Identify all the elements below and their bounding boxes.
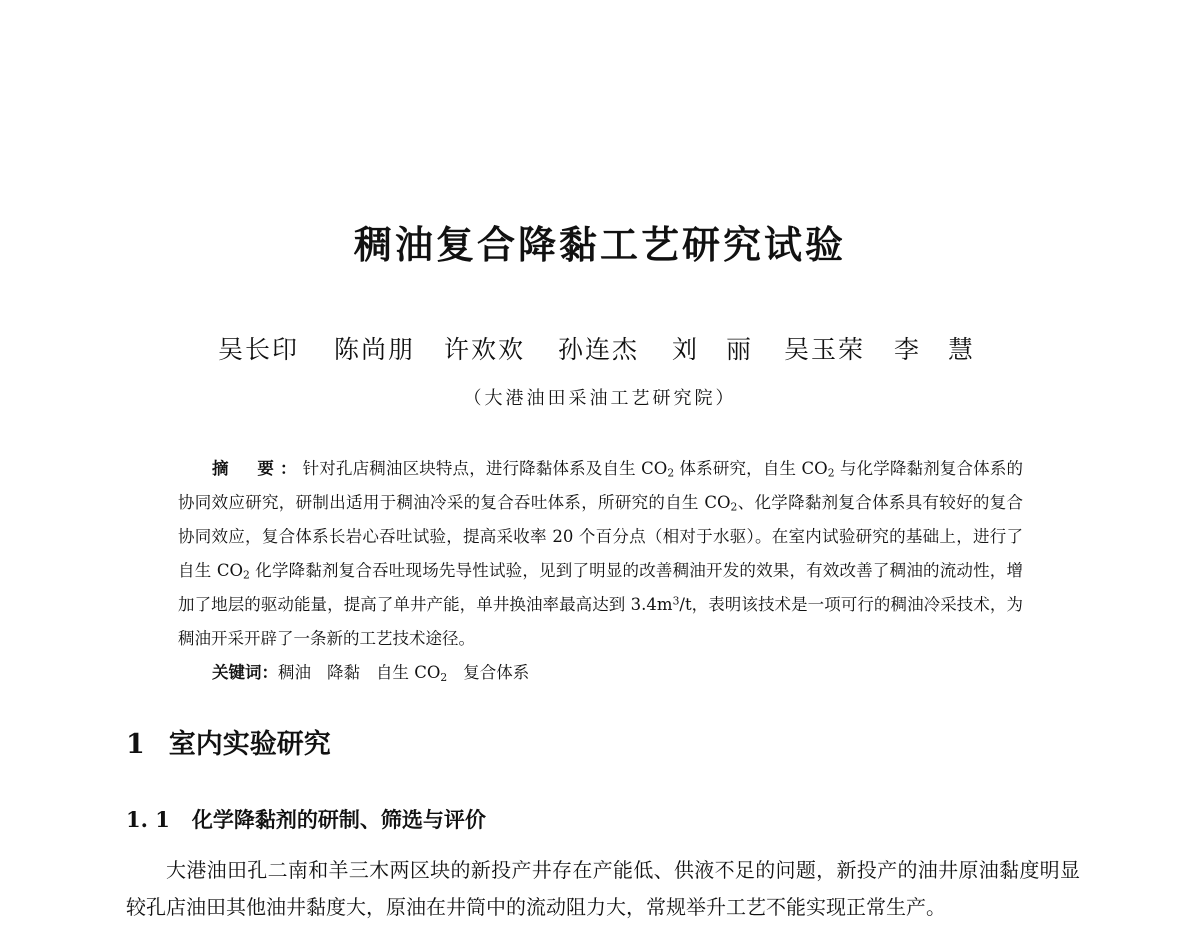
author-6: 吴玉荣 (784, 335, 866, 364)
abstract-sub-3: 2 (730, 500, 738, 514)
abstract-sub-2: 2 (827, 466, 835, 480)
abstract-text-4: 、化学降黏剂复合体系具有较好的复合协同效应，复合体系长岩心吞吐试验，提高采收率 20 个百分点（相对于水驱）。在室内试验研究的基础上，进行了自生 CO (178, 493, 1023, 580)
abstract-text-1: 针对孔店稠油区块特点，进行降黏体系及自生 CO (302, 459, 668, 478)
abstract-text-6: /t，表明该技术是一项可行的稠油冷采技术，为稠油开采开辟了一条新的工艺技术途径。 (178, 595, 1023, 648)
abstract-sub-1: 2 (667, 466, 675, 480)
abstract-label: 摘 要： (212, 459, 303, 478)
abstract-paragraph (178, 452, 1023, 656)
affiliation: （大港油田采油工艺研究院） (463, 388, 737, 409)
author-3: 许欢欢 (444, 335, 526, 364)
abstract-sub-4: 2 (242, 568, 250, 582)
abstract-block (178, 452, 1023, 690)
abstract-text-5: 化学降黏剂复合吞吐现场先导性试验，见到了明显的改善稠油开发的效果，有效改善了稠油的流动性，增加了地层的驱动能量，提高了单井产能，单井换油率最高达到 3.4m (178, 561, 1023, 614)
keyword-3-sub: 2 (440, 670, 448, 684)
author-7: 李 慧 (894, 335, 976, 364)
author-5: 刘 丽 (672, 335, 754, 364)
subsection-heading-1-1 (126, 804, 486, 834)
section-title: 室内实验研究 (168, 729, 331, 760)
author-1: 吴长印 (218, 335, 300, 364)
section-number: 1 (126, 729, 145, 760)
body-text (126, 852, 1080, 926)
section-heading-1 (126, 722, 331, 761)
keyword-3: 自生 CO (376, 663, 441, 682)
author-4: 孙连杰 (558, 335, 640, 364)
keywords-label: 关键词： (212, 663, 278, 682)
keyword-1: 稠油 (278, 663, 311, 682)
subsection-number: 1. 1 (126, 807, 170, 832)
body-paragraph: 大港油田孔二南和羊三木两区块的新投产井存在产能低、供液不足的问题，新投产的油井原油黏度明显较孔店油田其他油井黏度大，原油在井筒中的流动阻力大，常规举升工艺不能实现正常生产。 (126, 858, 1080, 919)
subsection-title: 化学降黏剂的研制、筛选与评价 (191, 807, 486, 832)
keywords-line (178, 656, 1023, 690)
keyword-4: 复合体系 (463, 663, 530, 682)
keyword-2: 降黏 (327, 663, 360, 682)
abstract-sup-1: 3 (672, 594, 680, 608)
abstract-text-2: 体系研究，自生 CO (674, 459, 828, 478)
paper-title: 稠油复合降黏工艺研究试验 (353, 223, 846, 267)
author-list (218, 330, 998, 370)
abstract-text-3: 与化学降黏剂复合体系的协同效应研究，研制出适用于稠油冷采的复合吞吐体系，所研究的自生 CO (178, 459, 1023, 512)
author-2: 陈尚朋 (334, 335, 416, 364)
